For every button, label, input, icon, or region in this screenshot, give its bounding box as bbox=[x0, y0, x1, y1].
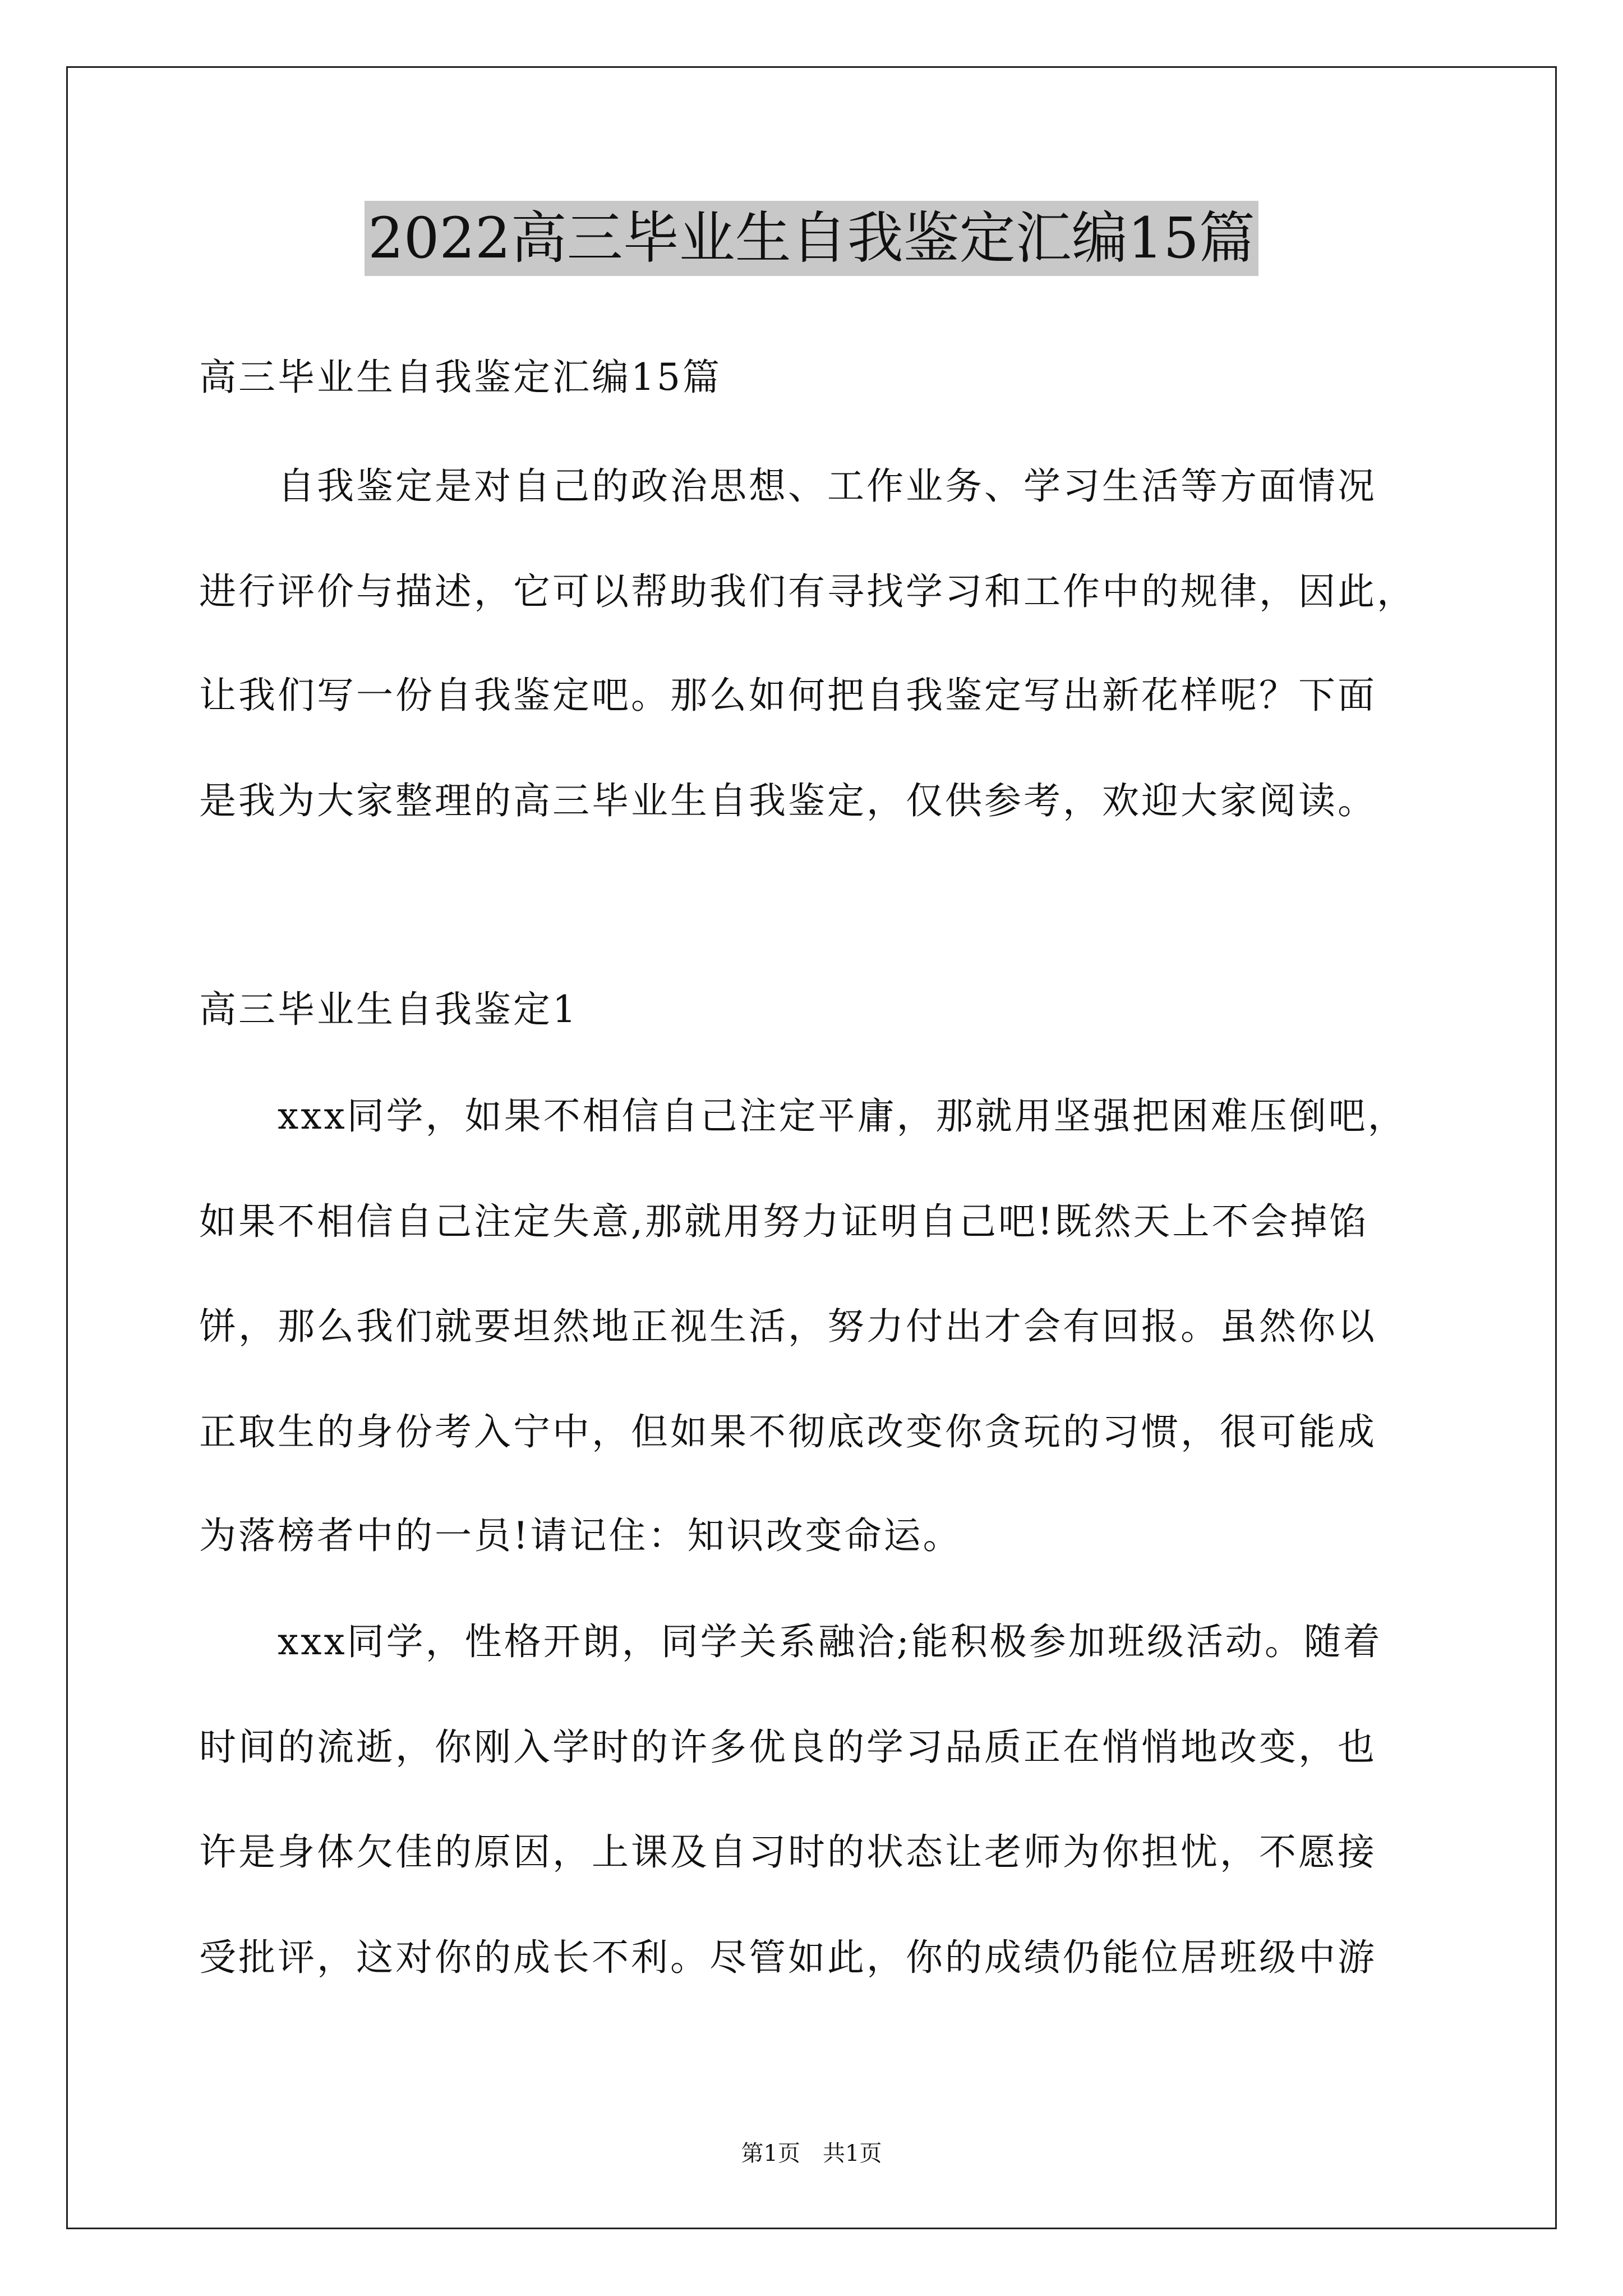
paragraph-line: 如果不相信自己注定失意,那就用努力证明自己吧!既然天上不会掉馅 bbox=[199, 1200, 1369, 1243]
paragraph-line: xxx同学，如果不相信自己注定平庸，那就用坚强把困难压倒吧， bbox=[199, 1094, 1407, 1138]
intro-line: 让我们写一份自我鉴定吧。那么如何把自我鉴定写出新花样呢？下面 bbox=[199, 674, 1377, 717]
paragraph-line: 受批评，这对你的成长不利。尽管如此，你的成绩仍能位居班级中游 bbox=[199, 1936, 1377, 1979]
paragraph-line: 为落榜者中的一员!请记住：知识改变命运。 bbox=[199, 1514, 962, 1557]
paragraph-line: 许是身体欠佳的原因，上课及自习时的状态让老师为你担忧，不愿接 bbox=[199, 1830, 1377, 1874]
section-heading: 高三毕业生自我鉴定1 bbox=[199, 988, 578, 1031]
intro-line: 自我鉴定是对自己的政治思想、工作业务、学习生活等方面情况 bbox=[199, 464, 1377, 508]
paragraph-line: 时间的流逝，你刚入学时的许多优良的学习品质正在悄悄地改变，也 bbox=[199, 1726, 1377, 1769]
subtitle: 高三毕业生自我鉴定汇编15篇 bbox=[199, 356, 722, 399]
page-footer: 第1页 共1页 bbox=[741, 2141, 882, 2166]
intro-line: 是我为大家整理的高三毕业生自我鉴定，仅供参考，欢迎大家阅读。 bbox=[199, 779, 1377, 822]
paragraph-line: 正取生的身份考入宁中，但如果不彻底改变你贪玩的习惯，很可能成 bbox=[199, 1410, 1377, 1453]
paragraph-line: 饼，那么我们就要坦然地正视生活，努力付出才会有回报。虽然你以 bbox=[199, 1305, 1377, 1348]
paragraph-line: xxx同学，性格开朗，同学关系融洽;能积极参加班级活动。随着 bbox=[199, 1620, 1382, 1663]
document-title: 2022高三毕业生自我鉴定汇编15篇 bbox=[365, 201, 1258, 276]
intro-line: 进行评价与描述，它可以帮助我们有寻找学习和工作中的规律，因此， bbox=[199, 570, 1416, 613]
title-container bbox=[0, 201, 1623, 276]
